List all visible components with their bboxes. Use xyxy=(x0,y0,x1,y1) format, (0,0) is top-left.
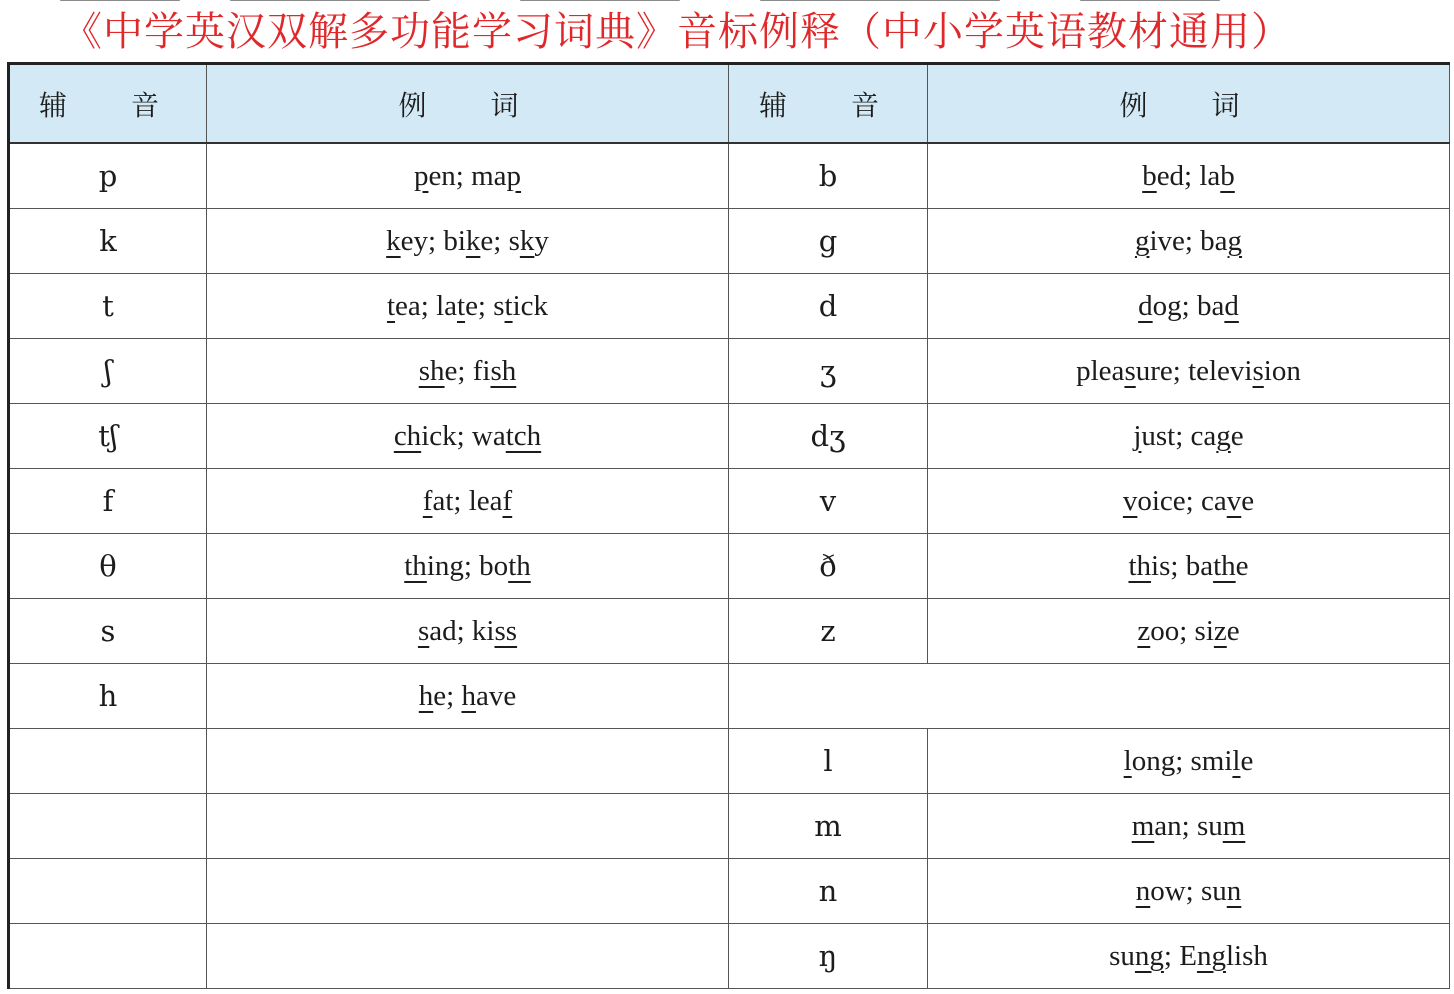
table-row xyxy=(9,209,1450,274)
consonant-symbol-right: dʒ xyxy=(729,404,928,469)
word-text: ong; smi xyxy=(1131,744,1233,777)
example-words-right xyxy=(928,469,1450,534)
word-text: ed; la xyxy=(1156,159,1221,192)
example-words-left xyxy=(207,534,729,599)
highlighted-letters: f xyxy=(502,484,513,517)
example-words-left xyxy=(207,469,729,534)
consonant-symbol-right: m xyxy=(729,794,928,859)
highlighted-letters: ng xyxy=(1196,939,1226,972)
example-words-left xyxy=(207,599,729,664)
highlighted-letters: sh xyxy=(418,354,445,387)
highlighted-letters: th xyxy=(404,549,427,582)
word-text: e; s xyxy=(480,224,520,257)
highlighted-letters: ch xyxy=(393,419,422,452)
highlighted-letters: j xyxy=(1133,419,1142,452)
example-words-right xyxy=(928,209,1450,274)
example-words-left xyxy=(207,924,729,989)
table-row xyxy=(9,664,1450,729)
highlighted-letters: g xyxy=(1227,224,1243,257)
example-words-left xyxy=(207,274,729,339)
example-words-left xyxy=(207,729,729,794)
highlighted-letters: t xyxy=(504,289,513,322)
highlighted-letters: v xyxy=(1122,484,1138,517)
example-words-right xyxy=(928,274,1450,339)
page-title: 《中学英汉双解多功能学习词典》音标例释（中小学英语教材通用） xyxy=(62,9,1292,55)
header-consonant-right: 辅 音 xyxy=(729,64,928,144)
consonant-symbol-right: ð xyxy=(729,534,928,599)
table-row xyxy=(9,794,1450,859)
consonant-symbol-left: s xyxy=(9,599,207,664)
highlighted-letters: t xyxy=(457,289,466,322)
word-text: lish xyxy=(1225,939,1268,972)
word-text: ad; ki xyxy=(429,614,495,647)
word-text: e xyxy=(1241,484,1255,517)
highlighted-letters: s xyxy=(417,614,430,647)
example-words-right xyxy=(928,339,1450,404)
consonant-symbol-left xyxy=(9,729,207,794)
word-text: ive; ba xyxy=(1149,224,1228,257)
highlighted-letters: k xyxy=(519,224,535,257)
word-text: y xyxy=(534,224,549,257)
table-row xyxy=(9,404,1450,469)
word-text: an; su xyxy=(1154,809,1223,842)
word-text: ust; ca xyxy=(1141,419,1217,452)
word-text: at; lea xyxy=(432,484,503,517)
word-text: e; xyxy=(433,679,462,712)
phonetics-table xyxy=(7,62,1450,989)
example-words-left xyxy=(207,339,729,404)
consonant-symbol-right: z xyxy=(729,599,928,664)
word-text: e xyxy=(1235,549,1249,582)
word-text: en; ma xyxy=(428,159,507,192)
consonant-symbol-right: d xyxy=(729,274,928,339)
highlighted-letters: th xyxy=(1128,549,1152,582)
consonant-symbol-right: l xyxy=(729,729,928,794)
highlighted-letters: k xyxy=(465,224,481,257)
highlighted-letters: th xyxy=(508,549,531,582)
word-text: su xyxy=(1109,939,1135,972)
consonant-symbol-right: v xyxy=(729,469,928,534)
word-text: oo; si xyxy=(1150,614,1214,647)
highlighted-letters: m xyxy=(1131,809,1155,842)
word-text: ion xyxy=(1263,354,1301,387)
word-text: ure; televi xyxy=(1135,354,1253,387)
header-examples-left: 例 词 xyxy=(207,64,729,144)
word-text: ea; la xyxy=(395,289,457,322)
example-words-left xyxy=(207,859,729,924)
example-words-right xyxy=(928,794,1450,859)
highlighted-letters: tch xyxy=(505,419,542,452)
highlighted-letters: z xyxy=(1137,614,1151,647)
highlighted-letters: p xyxy=(413,159,429,192)
table-row xyxy=(9,274,1450,339)
highlighted-letters: s xyxy=(1252,354,1264,387)
word-text: og; ba xyxy=(1152,289,1225,322)
highlighted-letters: l xyxy=(1232,744,1241,777)
word-text: ; E xyxy=(1163,939,1197,972)
empty-merged-cell xyxy=(729,664,1450,729)
highlighted-letters: p xyxy=(506,159,522,192)
word-text: ave xyxy=(475,679,517,712)
word-text: ing; bo xyxy=(426,549,509,582)
example-words-left xyxy=(207,664,729,729)
consonant-symbol-left: tʃ xyxy=(9,404,207,469)
table-row xyxy=(9,729,1450,794)
consonant-symbol-right: g xyxy=(729,209,928,274)
header-examples-right: 例 词 xyxy=(928,64,1450,144)
consonant-symbol-left: θ xyxy=(9,534,207,599)
consonant-symbol-left xyxy=(9,924,207,989)
highlighted-letters: t xyxy=(386,289,396,322)
consonant-symbol-right: b xyxy=(729,143,928,209)
consonant-symbol-left: f xyxy=(9,469,207,534)
consonant-symbol-right: ŋ xyxy=(729,924,928,989)
highlighted-letters: n xyxy=(1135,874,1151,907)
example-words-right xyxy=(928,404,1450,469)
highlighted-letters: k xyxy=(386,224,401,257)
example-words-left xyxy=(207,404,729,469)
highlighted-letters: l xyxy=(1123,744,1132,777)
highlighted-letters: th xyxy=(1213,549,1236,582)
example-words-right xyxy=(928,924,1450,989)
example-words-left xyxy=(207,209,729,274)
table-header-row xyxy=(9,64,1450,144)
highlighted-letters: d xyxy=(1224,289,1239,322)
table-body xyxy=(9,143,1450,989)
table-row xyxy=(9,599,1450,664)
table-row xyxy=(9,924,1450,989)
word-text: e xyxy=(1230,419,1244,452)
example-words-right xyxy=(928,859,1450,924)
word-text: oice; ca xyxy=(1137,484,1227,517)
consonant-symbol-right: n xyxy=(729,859,928,924)
highlighted-letters: d xyxy=(1138,289,1153,322)
word-text: e; s xyxy=(465,289,505,322)
table-row xyxy=(9,143,1450,209)
word-text: ick; wa xyxy=(421,419,506,452)
consonant-symbol-left xyxy=(9,859,207,924)
highlighted-letters: n xyxy=(1226,874,1242,907)
highlighted-letters: h xyxy=(418,679,434,712)
table-row xyxy=(9,469,1450,534)
table-row xyxy=(9,534,1450,599)
word-text: ey; bi xyxy=(400,224,466,257)
highlighted-letters: sh xyxy=(490,354,517,387)
highlighted-letters: b xyxy=(1142,159,1157,192)
consonant-symbol-left: t xyxy=(9,274,207,339)
consonant-symbol-left: k xyxy=(9,209,207,274)
highlighted-letters: g xyxy=(1134,224,1150,257)
consonant-symbol-left: h xyxy=(9,664,207,729)
consonant-symbol-left: ʃ xyxy=(9,339,207,404)
table-row xyxy=(9,339,1450,404)
word-text: is; ba xyxy=(1151,549,1214,582)
example-words-right xyxy=(928,729,1450,794)
consonant-symbol-left: p xyxy=(9,143,207,209)
table-row xyxy=(9,859,1450,924)
consonant-symbol-left xyxy=(9,794,207,859)
example-words-right xyxy=(928,143,1450,209)
word-text: e xyxy=(1226,614,1240,647)
example-words-right xyxy=(928,534,1450,599)
highlighted-letters: z xyxy=(1213,614,1227,647)
consonant-symbol-right: ʒ xyxy=(729,339,928,404)
example-words-right xyxy=(928,599,1450,664)
highlighted-letters: ss xyxy=(494,614,518,647)
word-text: e; fi xyxy=(444,354,491,387)
highlighted-letters: ng xyxy=(1134,939,1164,972)
example-words-left xyxy=(207,794,729,859)
word-text: ick xyxy=(512,289,549,322)
highlighted-letters: f xyxy=(422,484,433,517)
highlighted-letters: v xyxy=(1226,484,1242,517)
word-text: plea xyxy=(1076,354,1125,387)
highlighted-letters: s xyxy=(1124,354,1136,387)
example-words-left xyxy=(207,143,729,209)
header-consonant-left: 辅 音 xyxy=(9,64,207,144)
word-text: e xyxy=(1240,744,1254,777)
highlighted-letters: g xyxy=(1216,419,1231,452)
highlighted-letters: h xyxy=(461,679,476,712)
word-text: ow; su xyxy=(1150,874,1227,907)
highlighted-letters: b xyxy=(1220,159,1235,192)
highlighted-letters: m xyxy=(1222,809,1246,842)
